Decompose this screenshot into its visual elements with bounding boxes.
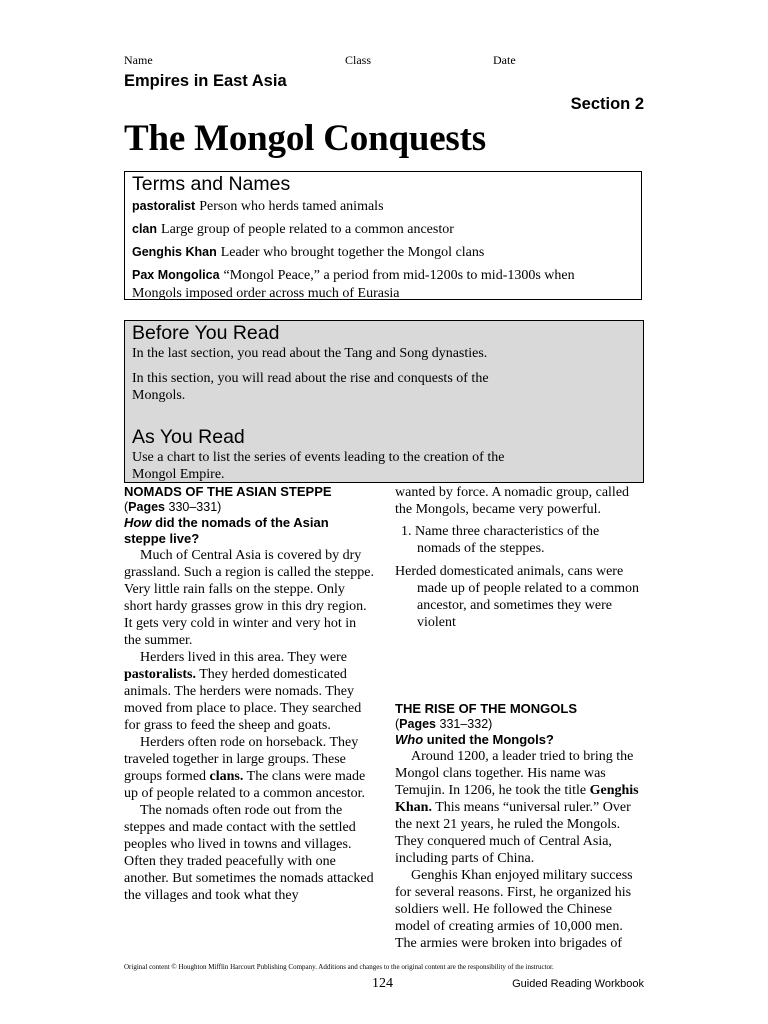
- text-run: Herders often rode on horseback. They traveled together in large groups. These groups formed: [124, 735, 359, 784]
- before-you-read-box: [124, 320, 644, 483]
- term-definition: Leader who brought together the Mongol clans: [220, 245, 485, 260]
- paragraph: The nomads often rode out from the steppes and made contact with the settled peoples who lived in towns and villages. Often they traded peacefully with one another. But sometimes the nomads attacked the villages and took what they: [124, 803, 374, 903]
- paragraph: Much of Central Asia is covered by dry grassland. Such a region is called the steppe. Very little rain falls on the steppe. Only short hardy grasses grow in this dry region. It gets very cold in winter and very hot in the summer.: [124, 548, 374, 648]
- term-item: [132, 220, 641, 239]
- question-text: did the nomads of the Asian steppe live?: [124, 515, 329, 546]
- date-label: Date: [493, 53, 516, 67]
- term-definition: Large group of people related to a common ancestor: [161, 222, 454, 237]
- as-you-read-text: Use a chart to list the series of events leading to the creation of the Mongol Empire.: [132, 450, 505, 482]
- name-label: Name: [124, 53, 153, 67]
- question-text: united the Mongols?: [423, 732, 554, 747]
- term-item: [132, 243, 641, 262]
- term-name: Genghis Khan: [132, 245, 217, 259]
- pages-ref: (Pages 330–331): [124, 500, 222, 514]
- paragraph: [124, 649, 374, 734]
- paragraph: [124, 734, 374, 802]
- key-term: pastoralists.: [124, 667, 196, 682]
- question-word: Who: [395, 732, 424, 747]
- pages-range: 331–332): [436, 717, 493, 731]
- pages-label: Pages: [128, 500, 166, 514]
- terms-heading: Terms and Names: [132, 173, 291, 195]
- before-text-1: In the last section, you read about the Tang and Song dynasties.: [132, 346, 488, 361]
- term-name: Pax Mongolica: [132, 268, 220, 282]
- paragraph: [395, 748, 645, 867]
- unit-title: Empires in East Asia: [124, 72, 287, 90]
- page-number: 124: [372, 976, 393, 991]
- key-term: Genghis Khan.: [395, 783, 639, 815]
- page-title: The Mongol Conquests: [124, 118, 486, 159]
- as-you-read-heading: As You Read: [132, 426, 245, 448]
- term-definition: “Mongol Peace,” a period from mid-1200s to mid-1300s when Mongols imposed order across much of Eurasia: [132, 268, 575, 301]
- text-run: The clans were made up of people related to a common ancestor.: [124, 769, 366, 801]
- left-column: [124, 484, 374, 904]
- text-run: They herded domesticated animals. The herders were nomads. They moved from place to place. They searched for grass to feed the sheep and goats.: [124, 667, 362, 733]
- review-question: 1. Name three characteristics of the nomads of the steppes.: [401, 524, 600, 556]
- text-run: Herders lived in this area. They were: [140, 650, 347, 665]
- pages-range: 330–331): [165, 500, 222, 514]
- right-column: [395, 484, 645, 952]
- pages-label: Pages: [399, 717, 437, 731]
- student-answer: Herded domesticated animals, cans were made up of people related to a common ancestor, and sometimes they were violent: [395, 564, 639, 630]
- term-item: [132, 197, 641, 216]
- guiding-question: [124, 515, 374, 547]
- question-word: How: [124, 515, 152, 530]
- pages-ref: (Pages 331–332): [395, 717, 493, 731]
- section-label: Section 2: [570, 95, 644, 113]
- workbook-title: Guided Reading Workbook: [512, 978, 644, 990]
- text-run: Around 1200, a leader tried to bring the Mongol clans together. His name was Temujin. In 1206, he took the title: [395, 749, 634, 798]
- text-run: This means “universal ruler.” Over the next 21 years, he ruled the Mongols. They conquered much of Central Asia, including parts of China.: [395, 800, 631, 866]
- section-heading-nomads: NOMADS OF THE ASIAN STEPPE: [124, 484, 332, 499]
- copyright-note: Original content © Houghton Mifflin Harcourt Publishing Company. Additions and changes to the original content are the responsibility of the instructor.: [124, 963, 554, 971]
- terms-box: [124, 171, 642, 300]
- paragraph: Genghis Khan enjoyed military success for several reasons. First, he organized his soldiers well. He followed the Chinese model of creating armies of 10,000 men. The armies were broken into brigades of: [395, 868, 633, 951]
- term-definition: Person who herds tamed animals: [199, 199, 384, 214]
- term-name: pastoralist: [132, 199, 196, 213]
- guiding-question: [395, 732, 645, 748]
- class-label: Class: [345, 53, 372, 67]
- section-heading-rise: THE RISE OF THE MONGOLS: [395, 701, 578, 716]
- term-name: clan: [132, 222, 158, 236]
- term-item: [132, 266, 622, 303]
- before-heading: Before You Read: [132, 322, 280, 344]
- before-text-2: In this section, you will read about the rise and conquests of the Mongols.: [132, 371, 489, 403]
- paragraph: wanted by force. A nomadic group, called the Mongols, became very powerful.: [395, 485, 630, 517]
- key-term: clans.: [209, 769, 244, 784]
